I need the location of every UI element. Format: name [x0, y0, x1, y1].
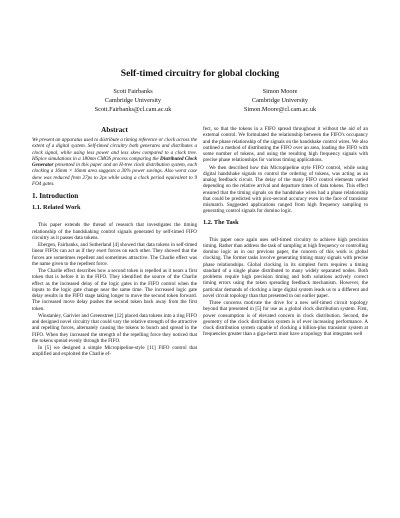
author-affiliation: Cambridge University	[104, 97, 162, 104]
body-paragraph: This paper extends the thread of research that investigates the timing relationship of the handshaking control signals generated by self-timed FIFO circuitry as it passes data tokens.	[32, 222, 197, 241]
body-paragraph: The Charlie effect describes how a second token is repelled as it nears a first token that is before it in the FIFO. They identified the source of the Charlie effect as the increased delay of the logic gates in the FIFO control when the inputs to the logic gate change near the same time. The increased logic gate delay results in the FIFO stage taking longer to move the second token forward. The increased move delay pushes the second token back away from the first token.	[32, 268, 197, 312]
body-paragraph: Three concerns motivate the drive for a new self-timed circuit topology beyond that presented in [5] for use as a global clock distribution system. First, power consumption is of elevated concern in clock distribution. Second, the geometry of the clock distribution system is of ever increasing performance. A clock distribution system capable of clocking a billion-plus transistor system at frequencies greater than a giga-hertz must have a topology that integrates well	[203, 300, 368, 338]
abstract-emphasis: Distributed Clock Generator	[32, 155, 197, 169]
section-heading-introduction: 1. Introduction	[32, 192, 79, 201]
abstract-heading: Abstract	[101, 126, 128, 134]
author-block-1	[58, 87, 208, 114]
body-paragraph: In [5] we designed a simple Micropipeline-style [11] FIFO control that amplified and exploited the Charlie ef-	[32, 345, 197, 358]
author-block-2	[205, 87, 355, 114]
body-paragraph: Winstanley, Garivier and Greenstreet [12] placed data tokens into a ring FIFO and designed novel circuitry that could vary the relative strength of the attractive and repelling forces, alternately causing the tokens to bunch and spread in the FIFO. When they increased the strength of the repelling force they noticed that the tokens spread evenly through the FIFO.	[32, 312, 197, 344]
author-name: Simon Moore	[262, 88, 298, 95]
abstract-text: We present an apparatus used to distribute a timing reference or clock across the extent of a digital system. Self-timed circuitry both generates and distributes a clock signal, while using less power and less skew compared to a clock tree. HSpice simulations in a 180nm CMOS process comparing the Distributed Clock Generator presented in this paper and an H-tree clock distribution system, each clocking a 16mm × 16mm area suggests a 30% power savings. Also worst case skew was reduced from 27ps to 2ps while using a clock period equivalent to 9 FO4 gates.	[32, 137, 198, 188]
left-column	[32, 126, 197, 359]
author-email: Simon.Moore@cl.cam.ac.uk	[243, 106, 317, 113]
body-paragraph: This paper once again uses self-timed circuitry to achieve high precision timing. Rather than address the task of sampling at high frequency or controlling domino logic as in our previous paper, the concern of this work is global clocking. The former tasks involve generating timing many signals with precise phase relationships. Global clocking in its simplest form requires a timing standard of a single phase distributed to many widely separated nodes. Both problems require high precision timing and both solutions actively correct timing errors using the token spreading feedback mechanism. However, the particular demands of clocking a large digital system leads us to a different and novel circuit topology than that presented in our earlier paper.	[203, 236, 368, 299]
subsection-heading-related-work: 1.1. Related Work	[32, 204, 81, 212]
right-column	[203, 126, 368, 339]
author-email: Scott.Fairbanks@cl.cam.ac.uk	[94, 106, 172, 113]
subsection-heading-the-task: 1.2. The Task	[203, 218, 239, 226]
author-name: Scott Fairbanks	[113, 88, 153, 95]
body-paragraph: fect, so that the tokens in a FIFO spread throughout it without the aid of an external control. We formulated the relationship between the FIFO's occupancy and the phase relationship of the signals on the handshake control wires. We also outlined a method of distributing the FIFO over an area, loading the FIFO with some number of tokens, and using the resulting high frequency signals with precise phase relationships for various timing applications.	[203, 126, 368, 164]
body-paragraph: We then described how this Micropipeline style FIFO control, while using digital handshake signals to control the ordering of tokens, was acting as an analog feedback circuit. The delay of the many FIFO control elements varied depending on the relative arrival and departure times of data tokens. This effect ensured that the timing signals on the handshake wires had a phase relationship that could be predicted with pico-second accuracy even in the face of transistor mismatch. Suggested applications ranged from high frequency sampling to generating control signals for domino logic.	[203, 164, 368, 215]
body-paragraph: Ebergen, Fairbanks, and Sutherland [4] showed that data tokens in self-timed linear FIFOs can act as if they exert forces on each other. They showed that the forces are sometimes repellent and sometimes attractive. The Charlie effect was the name given to the repellent force.	[32, 242, 197, 267]
paper-title: Self-timed circuitry for global clocking	[120, 68, 280, 79]
author-affiliation: Cambridge University	[251, 97, 309, 104]
